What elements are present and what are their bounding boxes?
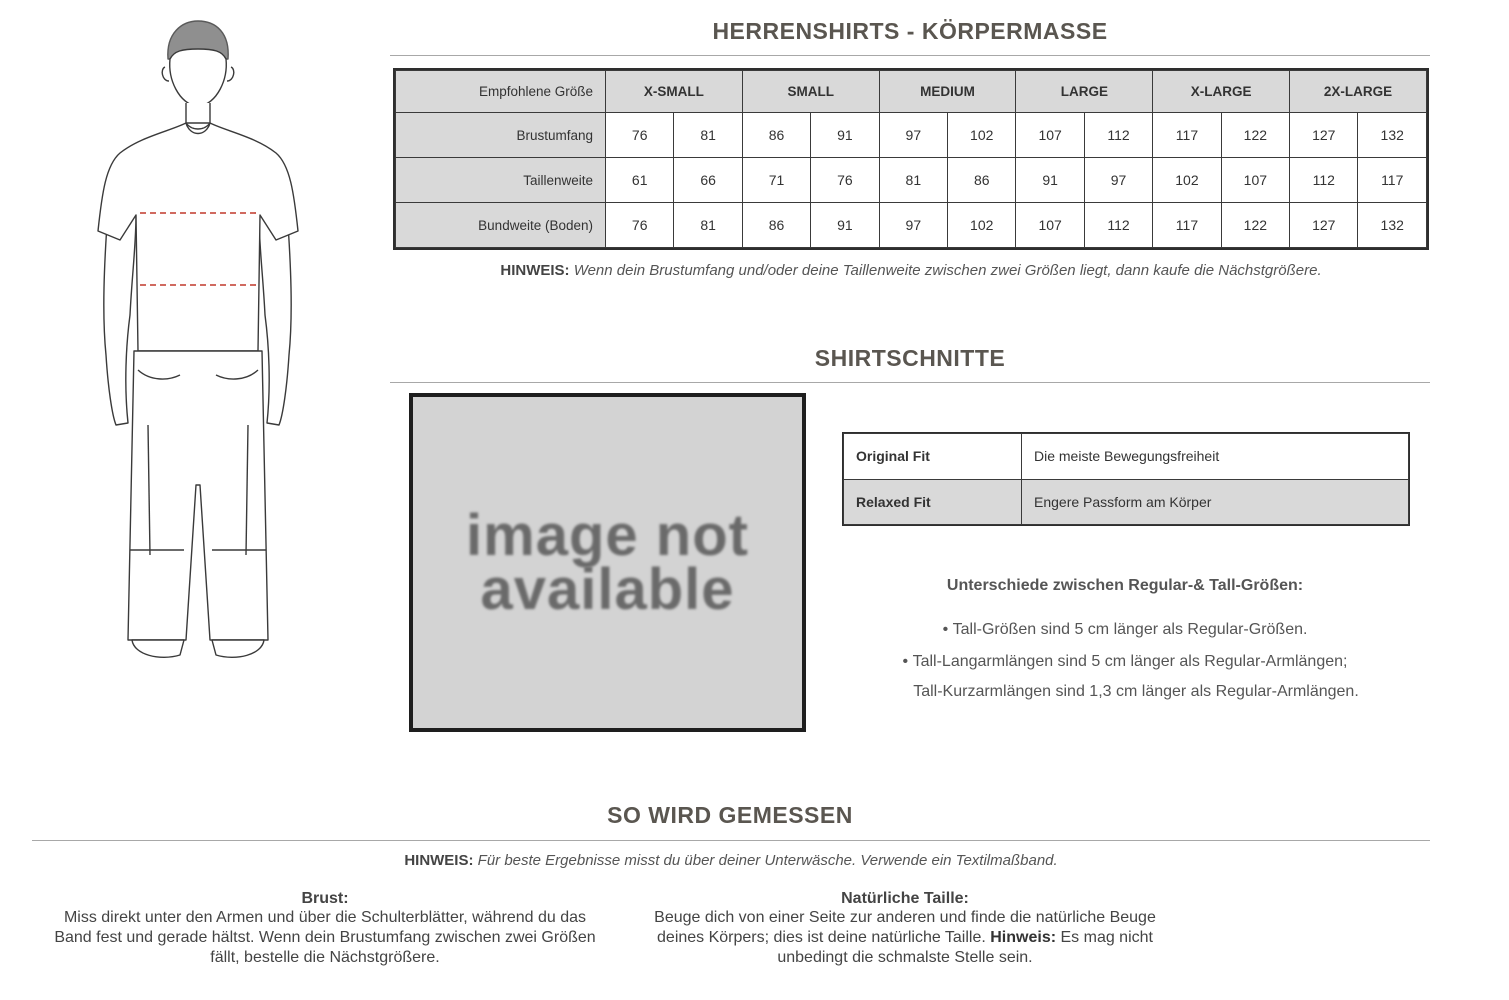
measure-note bbox=[32, 852, 1430, 869]
table-cell: 112 bbox=[1084, 203, 1152, 248]
table-cell: 81 bbox=[674, 203, 742, 248]
table-cell: 86 bbox=[742, 203, 810, 248]
chest-line: Band fest und gerade hältst. Wenn dein Brustumfang zwischen zwei Größen bbox=[54, 929, 596, 946]
waist-instructions bbox=[630, 890, 1180, 968]
bullet-icon: • bbox=[942, 621, 949, 638]
table-cell: 117 bbox=[1153, 113, 1221, 158]
table-cell: 71 bbox=[742, 158, 810, 203]
table-cell: 86 bbox=[742, 113, 810, 158]
table-cell: 127 bbox=[1290, 113, 1358, 158]
table-cell: 76 bbox=[811, 158, 879, 203]
table-cell: 86 bbox=[948, 158, 1016, 203]
table-cell: 117 bbox=[1358, 158, 1427, 203]
size-table bbox=[393, 68, 1429, 250]
table-cell: 127 bbox=[1290, 203, 1358, 248]
fit-desc: Die meiste Bewegungsfreiheit bbox=[1022, 434, 1409, 480]
right-arm bbox=[259, 210, 291, 425]
table-cell: 102 bbox=[1153, 158, 1221, 203]
table-cell: 91 bbox=[811, 203, 879, 248]
table-cell: 102 bbox=[948, 113, 1016, 158]
table-cell: 61 bbox=[606, 158, 674, 203]
row-label: Taillenweite bbox=[396, 158, 606, 203]
table-cell: 102 bbox=[948, 203, 1016, 248]
table-row bbox=[396, 203, 1427, 248]
fit-name: Relaxed Fit bbox=[844, 479, 1022, 525]
table-cell: 112 bbox=[1084, 113, 1152, 158]
table-cell: 81 bbox=[674, 113, 742, 158]
title-divider bbox=[390, 382, 1430, 383]
chest-line: fällt, bestelle die Nächstgrößere. bbox=[210, 949, 440, 966]
table-cell: 97 bbox=[879, 113, 947, 158]
bullet-icon: • bbox=[902, 653, 909, 670]
fit-row bbox=[844, 479, 1409, 525]
table-cell: 122 bbox=[1221, 113, 1289, 158]
image-not-available-placeholder bbox=[409, 393, 806, 732]
face-shape bbox=[170, 49, 227, 107]
chest-title: Brust: bbox=[301, 890, 349, 907]
row-label: Brustumfang bbox=[396, 113, 606, 158]
table-cell: 76 bbox=[606, 113, 674, 158]
waist-line: unbedingt die schmalste Stelle sein. bbox=[777, 949, 1033, 966]
regular-tall-title: Unterschiede zwischen Regular-& Tall-Größen: bbox=[946, 577, 1304, 594]
list-item: • Tall-Größen sind 5 cm länger als Regular-Größen. bbox=[942, 621, 1308, 638]
waist-hint-label: Hinweis: bbox=[990, 929, 1057, 946]
row-label: Bundweite (Boden) bbox=[396, 203, 606, 248]
table-cell: 66 bbox=[674, 158, 742, 203]
table-cell: 107 bbox=[1016, 203, 1084, 248]
table-cell: 132 bbox=[1358, 203, 1427, 248]
size-note bbox=[393, 262, 1429, 279]
right-foot bbox=[212, 640, 264, 657]
note-text: Wenn dein Brustumfang und/oder deine Taillenweite zwischen zwei Größen liegt, dann kaufe die Nächstgrößere. bbox=[569, 262, 1322, 279]
waist-line: Beuge dich von einer Seite zur anderen und finde die natürliche Beuge bbox=[654, 909, 1156, 926]
table-cell: 76 bbox=[606, 203, 674, 248]
fit-section-title: SHIRTSCHNITTE bbox=[814, 345, 1006, 371]
size-header: X-LARGE bbox=[1153, 71, 1290, 113]
placeholder-line: image not bbox=[466, 502, 749, 568]
note-text: Für beste Ergebnisse misst du über deiner Unterwäsche. Verwende ein Textilmaßband. bbox=[473, 852, 1058, 869]
chest-line: Miss direkt unter den Armen und über die Schulterblätter, während du das bbox=[63, 909, 587, 926]
list-item-continuation: Tall-Kurzarmlängen sind 1,3 cm länger als Regular-Armlängen. bbox=[913, 683, 1359, 700]
fit-name: Original Fit bbox=[844, 434, 1022, 480]
title-divider bbox=[390, 55, 1430, 56]
waist-title: Natürliche Taille: bbox=[841, 890, 969, 907]
size-section-title: HERRENSHIRTS - KÖRPERMASSE bbox=[712, 18, 1108, 44]
size-header: MEDIUM bbox=[879, 71, 1016, 113]
table-cell: 107 bbox=[1221, 158, 1289, 203]
table-cell: 97 bbox=[1084, 158, 1152, 203]
table-cell: 107 bbox=[1016, 113, 1084, 158]
fit-table bbox=[842, 432, 1410, 526]
fit-row bbox=[844, 434, 1409, 480]
size-header: X-SMALL bbox=[606, 71, 743, 113]
table-cell: 132 bbox=[1358, 113, 1427, 158]
left-arm bbox=[104, 210, 136, 425]
measure-section-title: SO WIRD GEMESSEN bbox=[607, 802, 853, 828]
table-cell: 81 bbox=[879, 158, 947, 203]
size-header-row bbox=[396, 71, 1427, 113]
table-cell: 97 bbox=[879, 203, 947, 248]
header-label: Empfohlene Größe bbox=[396, 71, 606, 113]
size-header: SMALL bbox=[742, 71, 879, 113]
left-foot bbox=[132, 640, 184, 657]
table-cell: 122 bbox=[1221, 203, 1289, 248]
list-item: • Tall-Langarmlängen sind 5 cm länger als Regular-Armlängen; bbox=[902, 653, 1348, 670]
table-row bbox=[396, 113, 1427, 158]
table-cell: 112 bbox=[1290, 158, 1358, 203]
placeholder-line: available bbox=[480, 556, 735, 622]
size-header: 2X-LARGE bbox=[1290, 71, 1427, 113]
note-label: HINWEIS: bbox=[404, 852, 474, 869]
note-label: HINWEIS: bbox=[500, 262, 570, 279]
table-cell: 91 bbox=[1016, 158, 1084, 203]
waist-line: deines Körpers; dies ist deine natürliche Taille. Hinweis: Es mag nicht bbox=[657, 929, 1153, 946]
fit-desc: Engere Passform am Körper bbox=[1022, 479, 1409, 525]
man-outline-figure bbox=[90, 15, 305, 665]
title-divider bbox=[32, 840, 1430, 841]
size-header: LARGE bbox=[1016, 71, 1153, 113]
table-row bbox=[396, 158, 1427, 203]
table-cell: 117 bbox=[1153, 203, 1221, 248]
chest-instructions bbox=[40, 890, 610, 968]
table-cell: 91 bbox=[811, 113, 879, 158]
